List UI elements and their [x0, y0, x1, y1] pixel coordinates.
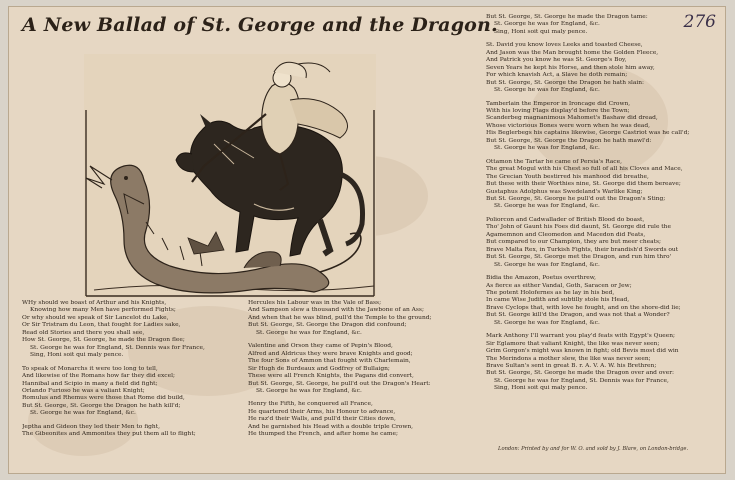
verse-line: Brave Sultan's sent in great B. r. A. V. A. W. his Brethren; [486, 363, 657, 370]
broadside-sheet [8, 6, 726, 474]
verse-line: Gustaphus Adolphus was Swedeland's Warlike King; [486, 188, 643, 195]
verse-line: Scanderbeg magnanimous Mahomet's Bashaw did dread, [486, 115, 658, 122]
woodcut-st-george-dragon [84, 54, 376, 298]
verse-line: But these with their Worthies nine, St. George did them bereave; [486, 181, 681, 188]
verse-line: In came Wise Judith and subtilly stole his Head, [486, 297, 630, 304]
verse-line: Agamemnon and Cleomedon and Macedon did Feats, [486, 231, 646, 238]
verse-line: As fierce as either Vandal, Goth, Saracen or Jew; [486, 282, 632, 289]
verse-line: Bidia the Amazon, Poetus overthrew, [486, 275, 596, 282]
verse-line: Or Sir Tristram du Leon, that fought for Ladies sake, [22, 322, 181, 329]
verse-line: The great Mogul with his Chest so full of all his Cloves and Mace, [486, 166, 683, 173]
verse-line: And Patrick you know he was St. George's Boy, [486, 57, 627, 64]
verse-line: Hannibal and Scipio in many a field did fight; [22, 380, 158, 387]
verse-line: Orlando Furioso he was a valiant Knight; [22, 387, 145, 394]
verse-line: Read old Stories and there you shall see, [22, 329, 145, 336]
verse-line: Grim Gorgon's might was known in fight; old Bevis most did win [486, 348, 679, 355]
verse-line: How St. George, St. George, he made the Dragon flee; [22, 337, 185, 344]
page-number: 276 [683, 12, 716, 32]
imprint-line: London: Printed by and for W. O. and sold by J. Blare, on London-bridge. [498, 446, 689, 452]
verse-line: These were all French Knights, the Pagans did convert, [248, 373, 414, 380]
verse-line: With his loving Flags display'd before the Town; [486, 107, 630, 114]
verse-line: St. George he was for England, St. Dennis was for France, [494, 377, 669, 384]
verse-line: Alfred and Aldricus they were brave Knights and good; [248, 350, 413, 357]
verse-line: But St. George, St. George the Dragon he hath kill'd; [22, 402, 181, 409]
verse-line: St. George he was for England, &c. [494, 145, 600, 152]
verse-line: The four Sons of Ammon that fought with Charlemain, [248, 358, 411, 365]
verse-line: St. George he was for England, &c. [256, 387, 362, 394]
verse-line: And when that he was blind, pull'd the Temple to the ground; [248, 314, 432, 321]
verse-line: He thumped the French, and after home he came; [248, 431, 398, 438]
verse-line: And Sampson slew a thousand with the Jawbone of an Ass; [248, 307, 424, 314]
verse-line: Ottamon the Tartar he came of Persia's Race, [486, 158, 622, 165]
verse-line: Valentine and Orson they came of Pepin's Blood, [248, 343, 393, 350]
ballad-column-2 [248, 300, 478, 439]
verse-line: The Gibeonites and Ammonites they put them all to flight; [22, 431, 196, 438]
verse-line: For which knavish Act, a Slave he doth remain; [486, 72, 628, 79]
verse-line: Mark Anthony I'll warrant you play'd feats with Egypt's Queen; [486, 333, 675, 340]
verse-line: WHy should we boast of Arthur and his Knights, [22, 300, 167, 306]
verse-line: St. David you know loves Leeks and toasted Cheese, [486, 42, 643, 49]
verse-line: But St. George, St. George the Dragon he hath slain: [486, 79, 645, 86]
ballad-title: A New Ballad of St. George and the Dragon. [22, 14, 498, 36]
verse-line: St. George he was for England, &c. [494, 21, 600, 28]
verse-line: But St. George, St. George he pull'd out the Dragon's Sting; [486, 195, 666, 202]
verse-line: But St. George, St. George he made the Dragon over and over: [486, 370, 674, 377]
verse-line: St. George he was for England, &c. [30, 410, 136, 417]
verse-line: Tho' John of Gaunt his Foes did daunt, St. George did rule the [486, 224, 671, 231]
verse-line: His Beglerbegs his captains likewise, George Castriot was he call'd; [486, 130, 690, 137]
verse-line: St. George he was for England, &c. [494, 203, 600, 210]
verse-line: But compared to our Champion, they are but meer cheats; [486, 239, 662, 246]
verse-line: Brave Malta Rex, in Turkish Fights, their brandish'd Swords out [486, 246, 679, 253]
verse-line: Poliorcon and Cadwallader of British Blood do boast, [486, 216, 645, 223]
verse-line: St. George he was for England, &c. [256, 329, 362, 336]
verse-line: The potent Holofernes as he lay in his bed, [486, 289, 615, 296]
verse-line: And he garnished his Head with a double triple Crown, [248, 423, 414, 430]
verse-line: But St. George, St. George, he pull'd out the Dragon's Heart: [248, 380, 431, 387]
verse-line: To speak of Monarchs it were too long to tell, [22, 365, 158, 372]
verse-line: Whose victorious Bones were worn when he was dead, [486, 122, 650, 129]
verse-line: He raz'd their Walls, and pull'd their Cities down, [248, 416, 396, 423]
verse-line: Sir Eglamore that valiant Knight, the like was never seen; [486, 340, 660, 347]
verse-line: The Grecian Youth bestirred his manhood did breathe, [486, 173, 649, 180]
verse-line: Romulus and Rhemus were those that Rome did build, [22, 395, 185, 402]
verse-line: Seven Years he kept his Horse, and then stole him away, [486, 64, 655, 71]
verse-line: Henry the Fifth, he conquered all France, [248, 401, 373, 408]
verse-line: St. George he was for England, St. Dennis was for France, [30, 344, 205, 351]
verse-line: And Jason was the Man brought home the Golden Fleece, [486, 49, 659, 56]
verse-line: Sing, Honi soit qui maly pence. [494, 28, 588, 35]
verse-line: He quartered their Arms, his Honour to advance, [248, 408, 396, 415]
verse-line: But St. George, St. George the Dragon did confound; [248, 322, 407, 329]
verse-line: St. George he was for England, &c. [494, 87, 600, 94]
verse-line: But St. George, St. George he made the Dragon tame: [486, 14, 648, 20]
verse-line: Hercules his Labour was in the Vale of Bass; [248, 300, 382, 306]
verse-line: And likewise of the Romans how far they did excel; [22, 373, 175, 380]
ballad-column-3 [486, 14, 718, 393]
verse-line: Sing, Honi soit qui maly pence. [30, 352, 124, 359]
verse-line: But St. George, St. George met the Dragon, and run him thro' [486, 254, 672, 261]
verse-line: Sir Hugh de Burdeaux and Godfrey of Bullaign; [248, 365, 390, 372]
verse-line: But St. George kill'd the Dragon, and was not that a Wonder? [486, 312, 670, 319]
verse-line: Or why should we speak of Sir Lancelot du Lake, [22, 314, 169, 321]
verse-line: Brave Cyclops that, with love he fought, and on the shore-did lie; [486, 304, 681, 311]
verse-line: Knowing how many Men have performed Fights; [30, 307, 176, 314]
verse-line: Sing, Honi soit qui maly pence. [494, 385, 588, 392]
ballad-column-1 [22, 300, 244, 439]
verse-line: St. George he was for England, &c. [494, 319, 600, 326]
verse-line: St. George he was for England, &c. [494, 261, 600, 268]
verse-line: The Merindons a mother slew, the like was never seen; [486, 355, 651, 362]
verse-line: But St. George, St. George the Dragon he hath mawl'd: [486, 137, 652, 144]
verse-line: Tamberlain the Emperor in Ironcage did Crown, [486, 100, 631, 107]
verse-line: Jeptha and Gideon they led their Men to fight, [22, 423, 160, 430]
